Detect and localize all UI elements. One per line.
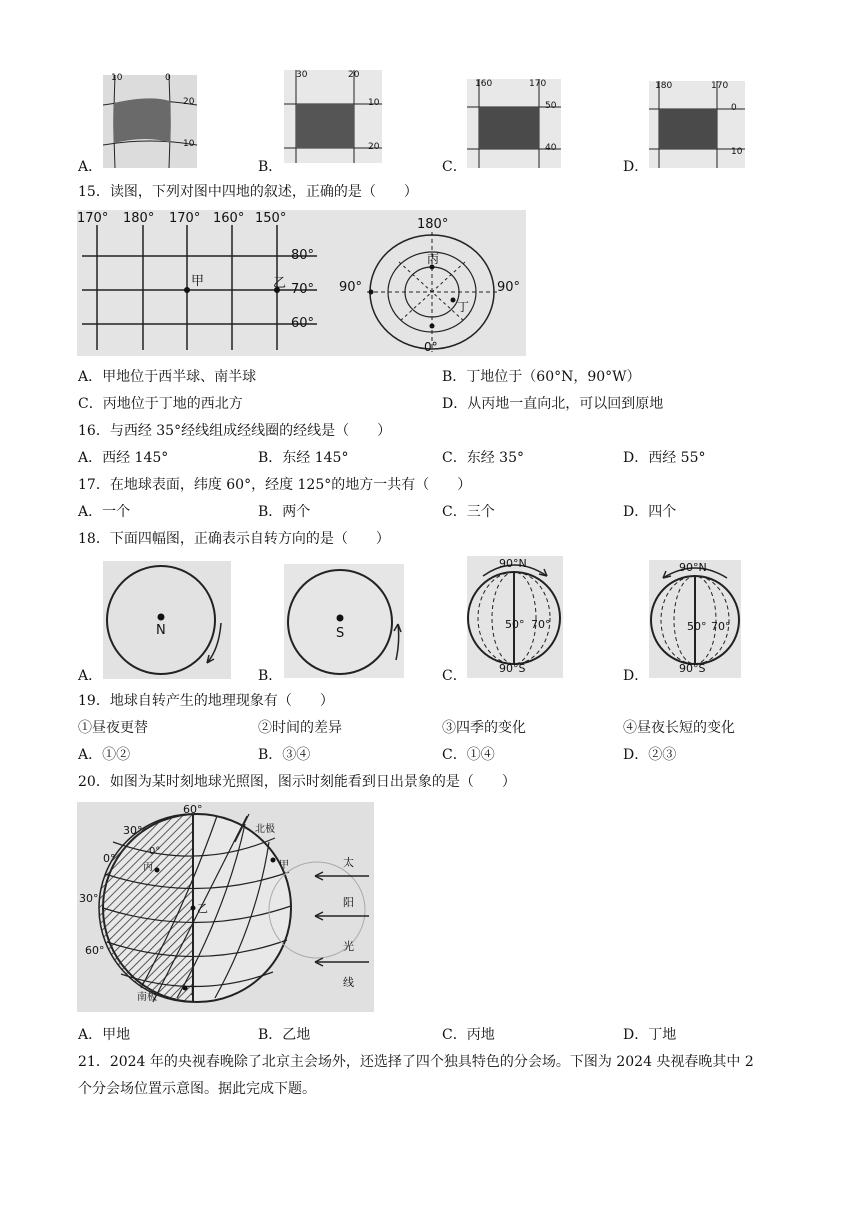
south-pole-label: 90°S <box>679 662 706 675</box>
question-20-stem: 20．如图为某时刻地球光照图，图示时刻能看到日出景象的是（ ） <box>78 774 516 790</box>
map-grid-figure <box>284 70 382 163</box>
q16-option-b: B．东经 145° <box>258 450 349 466</box>
tick-label: 10 <box>183 139 195 149</box>
q19-option-b: B．③④ <box>258 747 311 763</box>
q17-option-d: D．四个 <box>623 504 677 520</box>
q19-item-2: ②时间的差异 <box>258 720 342 736</box>
sunlight-label: 太 <box>343 856 354 869</box>
q15-option-c: C．丙地位于丁地的西北方 <box>78 396 243 412</box>
tick-label: 50 <box>545 101 557 111</box>
place-jia-label: 甲 <box>191 274 205 289</box>
south-pole-label: 南极 <box>137 992 157 1003</box>
meridian-label: 70° <box>531 618 551 631</box>
tick-label: 30 <box>296 70 308 80</box>
tick-label: 170 <box>711 81 729 91</box>
q16-option-a: A．西经 145° <box>78 450 169 466</box>
equator-label: 0° <box>149 846 161 857</box>
option-letter: B． <box>258 159 283 175</box>
place-yi-label: 乙 <box>273 276 287 291</box>
lat-label: 30° <box>79 892 99 905</box>
q19-item-4: ④昼夜长短的变化 <box>623 720 735 736</box>
q15-option-d: D．从丙地一直向北，可以回到原地 <box>442 396 664 412</box>
lon-label: 180° <box>123 211 155 226</box>
tick-label: 0 <box>165 73 171 83</box>
option-letter: A． <box>78 159 103 175</box>
sunlight-label: 光 <box>343 940 354 953</box>
question-18-stem: 18．下面四幅图，正确表示自转方向的是（ ） <box>78 531 390 547</box>
sunlight-label: 线 <box>343 976 354 989</box>
south-pole-label: 90°S <box>499 662 526 675</box>
map-grid-figure <box>467 79 561 168</box>
option-letter: B． <box>258 668 283 684</box>
lon-label: 170° <box>77 211 109 226</box>
q15-option-b: B．丁地位于（60°N，90°W） <box>442 369 641 385</box>
tick-label: 0 <box>731 103 737 113</box>
lon-label: 160° <box>213 211 245 226</box>
lon-label: 150° <box>255 211 287 226</box>
tick-label: 10 <box>368 98 380 108</box>
map-grid-figure <box>103 75 197 168</box>
polar-right-label: 90° <box>497 280 521 295</box>
tick-label: 20 <box>368 142 380 152</box>
tick-label: 160 <box>475 79 493 89</box>
tick-label: 170 <box>529 79 547 89</box>
tick-label: 40 <box>545 143 557 153</box>
q17-option-b: B．两个 <box>258 504 311 520</box>
polar-top-label: 180° <box>417 217 449 232</box>
pole-label: N <box>156 623 166 638</box>
q18-figure-c <box>467 556 563 678</box>
place-ding-label: 丁 <box>457 300 470 314</box>
q19-option-d: D．②③ <box>623 747 677 763</box>
q16-option-c: C．东经 35° <box>442 450 524 466</box>
meridian-label: 50° <box>505 618 525 631</box>
lon-label: 170° <box>169 211 201 226</box>
tick-label: 10 <box>111 73 123 83</box>
pole-label: S <box>336 626 345 641</box>
place-bing-label: 丙 <box>427 252 440 266</box>
question-15-stem: 15．读图，下列对图中四地的叙述，正确的是（ ） <box>78 184 418 200</box>
lat-label: 60° <box>85 944 105 957</box>
tick-label: 20 <box>183 97 195 107</box>
north-pole-label: 90°N <box>679 561 707 574</box>
option-letter: C． <box>442 159 467 175</box>
q15-option-a: A．甲地位于西半球、南半球 <box>78 369 257 385</box>
north-pole-label: 北极 <box>255 824 275 835</box>
place-yi-label: 乙 <box>197 902 208 915</box>
q19-option-a: A．①② <box>78 747 131 763</box>
question-17-stem: 17．在地球表面，纬度 60°，经度 125°的地方一共有（ ） <box>78 477 472 493</box>
q20-option-c: C．丙地 <box>442 1027 495 1043</box>
tick-label: 20 <box>348 70 360 80</box>
lat-label: 80° <box>291 248 315 263</box>
meridian-label: 70° <box>711 620 731 633</box>
option-letter: A． <box>78 668 103 684</box>
q16-option-d: D．西经 55° <box>623 450 706 466</box>
north-pole-label: 90°N <box>499 557 527 570</box>
question-21-line-2: 个分会场位置示意图。据此完成下题。 <box>78 1081 316 1097</box>
lat-label: 30° <box>123 824 143 837</box>
option-letter: D． <box>623 668 649 684</box>
option-letter: D． <box>623 159 649 175</box>
lat-label: 70° <box>291 282 315 297</box>
lat-label: 60° <box>183 803 203 816</box>
q20-option-d: D．丁地 <box>623 1027 677 1043</box>
polar-left-label: 90° <box>339 280 363 295</box>
place-ding-label: 丁 <box>187 986 197 997</box>
q19-item-1: ①昼夜更替 <box>78 720 148 736</box>
map-grid-figure <box>649 81 745 168</box>
lat-label: 0° <box>103 852 116 865</box>
question-19-stem: 19．地球自转产生的地理现象有（ ） <box>78 693 334 709</box>
polar-bottom-label: 0° <box>424 340 438 354</box>
question-16-stem: 16．与西经 35°经线组成经线圈的经线是（ ） <box>78 423 392 439</box>
q18-figure-d <box>649 560 741 678</box>
q20-illumination-figure <box>77 802 374 1012</box>
q18-figure-b <box>284 564 404 678</box>
option-letter: C． <box>442 668 467 684</box>
meridian-label: 50° <box>687 620 707 633</box>
q20-option-a: A．甲地 <box>78 1027 131 1043</box>
q18-figure-a <box>103 561 231 679</box>
q19-option-c: C．①④ <box>442 747 495 763</box>
tick-label: 10 <box>731 147 743 157</box>
lat-label: 60° <box>291 316 315 331</box>
q17-option-a: A．一个 <box>78 504 131 520</box>
question-21-line-1: 21．2024 年的央视春晚除了北京主会场外，还选择了四个独具特色的分会场。下图为 2024 央视春晚其中 2 <box>78 1054 754 1070</box>
q17-option-c: C．三个 <box>442 504 495 520</box>
q15-figure <box>77 210 526 356</box>
q19-item-3: ③四季的变化 <box>442 720 526 736</box>
place-jia-label: 甲 <box>279 860 289 871</box>
q20-option-b: B．乙地 <box>258 1027 311 1043</box>
tick-label: 180 <box>655 81 673 91</box>
sunlight-label: 阳 <box>343 896 354 909</box>
place-bing-label: 丙 <box>143 862 153 873</box>
